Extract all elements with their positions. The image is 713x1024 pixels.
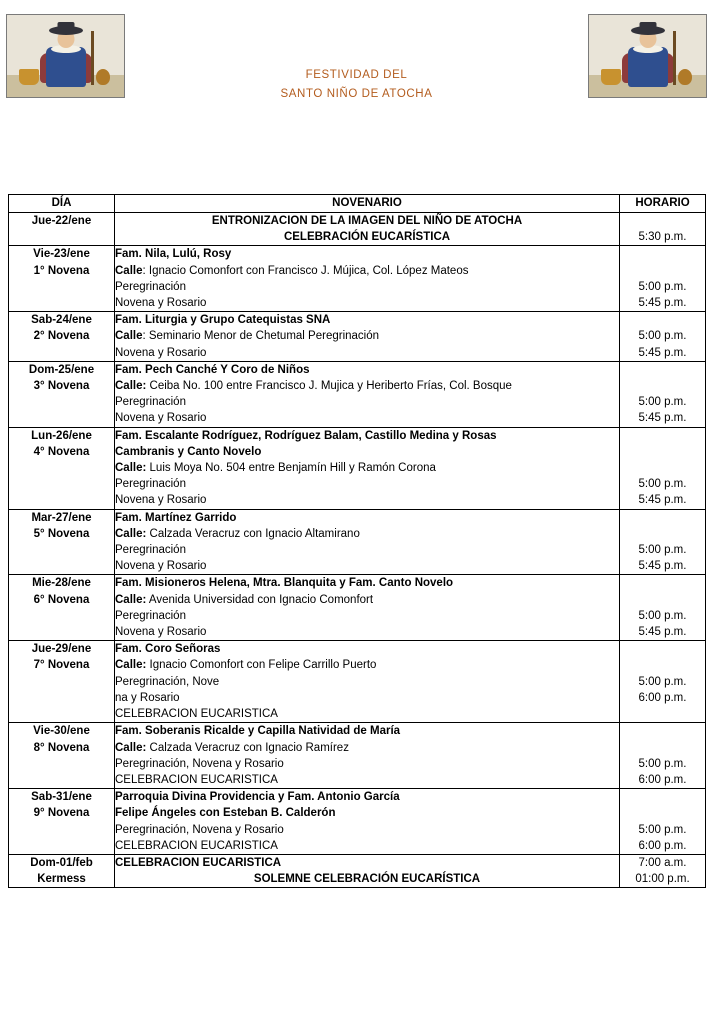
table-row	[9, 509, 706, 575]
cell-horario	[620, 509, 706, 575]
horario-line: 5:30 p.m.	[638, 231, 687, 244]
dia-line: 6° Novena	[33, 593, 90, 606]
novenario-line: Calle: Avenida Universidad con Ignacio Comonfort	[115, 593, 374, 606]
novenario-line-label: Calle:	[115, 659, 147, 672]
cell-dia	[9, 789, 115, 855]
cell-novenario	[115, 789, 620, 855]
document-header	[0, 0, 713, 118]
novenario-line-label: Calle:	[115, 741, 147, 754]
novenario-line: CELEBRACIÓN EUCARÍSTICA	[283, 231, 451, 244]
cell-horario	[620, 575, 706, 641]
novenario-line: Parroquia Divina Providencia y Fam. Antonio García	[115, 791, 400, 804]
cell-horario	[620, 854, 706, 887]
cell-dia	[9, 427, 115, 509]
novenario-line: Novena y Rosario	[115, 626, 207, 639]
dia-line: Kermess	[37, 873, 86, 886]
table-header	[9, 195, 706, 213]
cell-horario	[620, 723, 706, 789]
page-title-line2: SANTO NIÑO DE ATOCHA	[280, 88, 433, 100]
dia-line: 1° Novena	[33, 264, 90, 277]
cell-horario	[620, 213, 706, 246]
novenario-line: Peregrinación, Nove	[115, 675, 220, 688]
cell-novenario	[115, 509, 620, 575]
table-row	[9, 312, 706, 362]
novenario-line: Fam. Nila, Lulú, Rosy	[115, 248, 232, 261]
table-row	[9, 641, 706, 723]
cell-novenario	[115, 312, 620, 362]
horario-line: 5:45 p.m.	[638, 494, 687, 507]
horario-line: 01:00 p.m.	[635, 873, 690, 886]
novenario-line: Fam. Coro Señoras	[115, 643, 221, 656]
horario-line: 7:00 a.m.	[638, 856, 687, 869]
dia-line: Mar-27/ene	[31, 511, 92, 524]
dia-line: Sab-31/ene	[31, 791, 92, 804]
novenario-line: Fam. Pech Canché Y Coro de Niños	[115, 363, 310, 376]
cell-novenario	[115, 213, 620, 246]
horario-line: 6:00 p.m.	[638, 839, 687, 852]
novenario-line: Calle: Seminario Menor de Chetumal Peregrinación	[115, 330, 380, 343]
schedule-table	[8, 194, 706, 888]
dia-line: Dom-25/ene	[28, 363, 95, 376]
novenario-line-label: Calle:	[115, 527, 147, 540]
novenario-line: Felipe Ángeles con Esteban B. Calderón	[115, 807, 336, 820]
cell-horario	[620, 641, 706, 723]
horario-line: 5:45 p.m.	[638, 412, 687, 425]
novenario-line: na y Rosario	[115, 691, 180, 704]
novenario-line: Calle: Calzada Veracruz con Ignacio Altamirano	[115, 527, 360, 540]
cell-dia	[9, 641, 115, 723]
dia-line: Jue-29/ene	[31, 643, 92, 656]
column-header-horario: HORARIO	[620, 195, 706, 213]
novenario-line: Novena y Rosario	[115, 346, 207, 359]
column-header-dia: DÍA	[9, 195, 115, 213]
dia-line: Vie-23/ene	[33, 248, 90, 261]
horario-line: 5:00 p.m.	[638, 396, 687, 409]
horario-line: 5:00 p.m.	[638, 478, 687, 491]
novenario-line: Fam. Liturgia y Grupo Catequistas SNA	[115, 314, 331, 327]
cell-novenario	[115, 575, 620, 641]
table-row	[9, 246, 706, 312]
dia-line: 7° Novena	[33, 659, 90, 672]
novenario-line: CELEBRACION EUCARISTICA	[115, 773, 278, 786]
dia-line: 2° Novena	[33, 330, 90, 343]
cell-dia	[9, 246, 115, 312]
novenario-line: Calle: Ignacio Comonfort con Felipe Carrillo Puerto	[115, 659, 377, 672]
novenario-line: CELEBRACION EUCARISTICA	[115, 839, 278, 852]
horario-line: 5:45 p.m.	[638, 346, 687, 359]
cell-novenario	[115, 854, 620, 887]
novenario-line: Fam. Soberanis Ricalde y Capilla Natividad de María	[115, 725, 401, 738]
cell-novenario	[115, 427, 620, 509]
table-row	[9, 723, 706, 789]
cell-dia	[9, 509, 115, 575]
dia-line: 9° Novena	[33, 807, 90, 820]
novenario-line: Calle: Ceiba No. 100 entre Francisco J. Mujica y Heriberto Frías, Col. Bosque	[115, 380, 512, 393]
cell-horario	[620, 361, 706, 427]
novenario-line-label: Calle:	[115, 593, 147, 606]
cell-dia	[9, 854, 115, 887]
dia-line: Mie-28/ene	[32, 577, 91, 590]
table-row	[9, 854, 706, 887]
novenario-line: Peregrinación	[115, 396, 186, 409]
table-body	[9, 213, 706, 888]
cell-novenario	[115, 641, 620, 723]
cell-dia	[9, 575, 115, 641]
dia-line: Sab-24/ene	[31, 314, 92, 327]
novenario-line: CELEBRACION EUCARISTICA	[115, 856, 282, 869]
novenario-line: Peregrinación	[115, 478, 186, 491]
novenario-line: Peregrinación, Novena y Rosario	[115, 823, 284, 836]
table-row	[9, 789, 706, 855]
novenario-line: Calle: Calzada Veracruz con Ignacio Ramírez	[115, 741, 349, 754]
novenario-line: Calle: Ignacio Comonfort con Francisco J. Mújica, Col. López Mateos	[115, 264, 469, 277]
horario-line: 6:00 p.m.	[638, 691, 687, 704]
novenario-line: Novena y Rosario	[115, 494, 207, 507]
novenario-line: CELEBRACION EUCARISTICA	[115, 708, 278, 721]
novenario-line-label: Calle	[115, 330, 143, 343]
cell-dia	[9, 213, 115, 246]
cell-dia	[9, 723, 115, 789]
cell-horario	[620, 312, 706, 362]
horario-line: 5:00 p.m.	[638, 675, 687, 688]
schedule-table-container	[8, 194, 705, 888]
table-row	[9, 213, 706, 246]
dia-line: 3° Novena	[33, 380, 90, 393]
cell-novenario	[115, 246, 620, 312]
table-header-row	[9, 195, 706, 213]
cell-novenario	[115, 361, 620, 427]
cell-dia	[9, 312, 115, 362]
horario-line: 5:00 p.m.	[638, 757, 687, 770]
page-title	[0, 66, 713, 104]
novenario-line: Peregrinación	[115, 544, 186, 557]
column-header-novenario: NOVENARIO	[115, 195, 620, 213]
novenario-line: Peregrinación	[115, 609, 186, 622]
novenario-line-label: Calle	[115, 264, 143, 277]
horario-line: 5:45 p.m.	[638, 297, 687, 310]
horario-line: 5:00 p.m.	[638, 280, 687, 293]
novenario-line: ENTRONIZACION DE LA IMAGEN DEL NIÑO DE ATOCHA	[211, 215, 523, 227]
novenario-line: Novena y Rosario	[115, 560, 207, 573]
novenario-line: Fam. Escalante Rodríguez, Rodríguez Balam, Castillo Medina y Rosas	[115, 429, 497, 442]
novenario-line-label: Calle:	[115, 462, 147, 475]
table-row	[9, 361, 706, 427]
cell-novenario	[115, 723, 620, 789]
horario-line: 6:00 p.m.	[638, 773, 687, 786]
novenario-line: Fam. Misioneros Helena, Mtra. Blanquita y Fam. Canto Novelo	[115, 577, 454, 590]
horario-line: 5:00 p.m.	[638, 609, 687, 622]
dia-line: 5° Novena	[33, 527, 90, 540]
novenario-line: Peregrinación, Novena y Rosario	[115, 757, 284, 770]
novenario-line: Calle: Luis Moya No. 504 entre Benjamín Hill y Ramón Corona	[115, 462, 436, 475]
horario-line: 5:45 p.m.	[638, 626, 687, 639]
horario-line: 5:45 p.m.	[638, 560, 687, 573]
dia-line: 4° Novena	[33, 445, 90, 458]
novenario-line: SOLEMNE CELEBRACIÓN EUCARÍSTICA	[253, 873, 481, 886]
dia-line: Lun-26/ene	[31, 429, 92, 442]
novenario-line: Cambranis y Canto Novelo	[115, 445, 262, 458]
table-row	[9, 427, 706, 509]
dia-line: Dom-01/feb	[30, 856, 93, 869]
dia-line: Jue-22/ene	[31, 215, 92, 227]
novenario-line: Peregrinación	[115, 280, 186, 293]
table-row	[9, 575, 706, 641]
novenario-line: Novena y Rosario	[115, 412, 207, 425]
novenario-line: Fam. Martínez Garrido	[115, 511, 237, 524]
novenario-line-label: Calle:	[115, 380, 147, 393]
horario-line: 5:00 p.m.	[638, 330, 687, 343]
horario-line: 5:00 p.m.	[638, 544, 687, 557]
horario-line: 5:00 p.m.	[638, 823, 687, 836]
cell-horario	[620, 427, 706, 509]
cell-dia	[9, 361, 115, 427]
dia-line: Vie-30/ene	[33, 725, 90, 738]
cell-horario	[620, 246, 706, 312]
novenario-line: Novena y Rosario	[115, 297, 207, 310]
page-title-line1: FESTIVIDAD DEL	[305, 69, 408, 81]
dia-line: 8° Novena	[33, 741, 90, 754]
cell-horario	[620, 789, 706, 855]
